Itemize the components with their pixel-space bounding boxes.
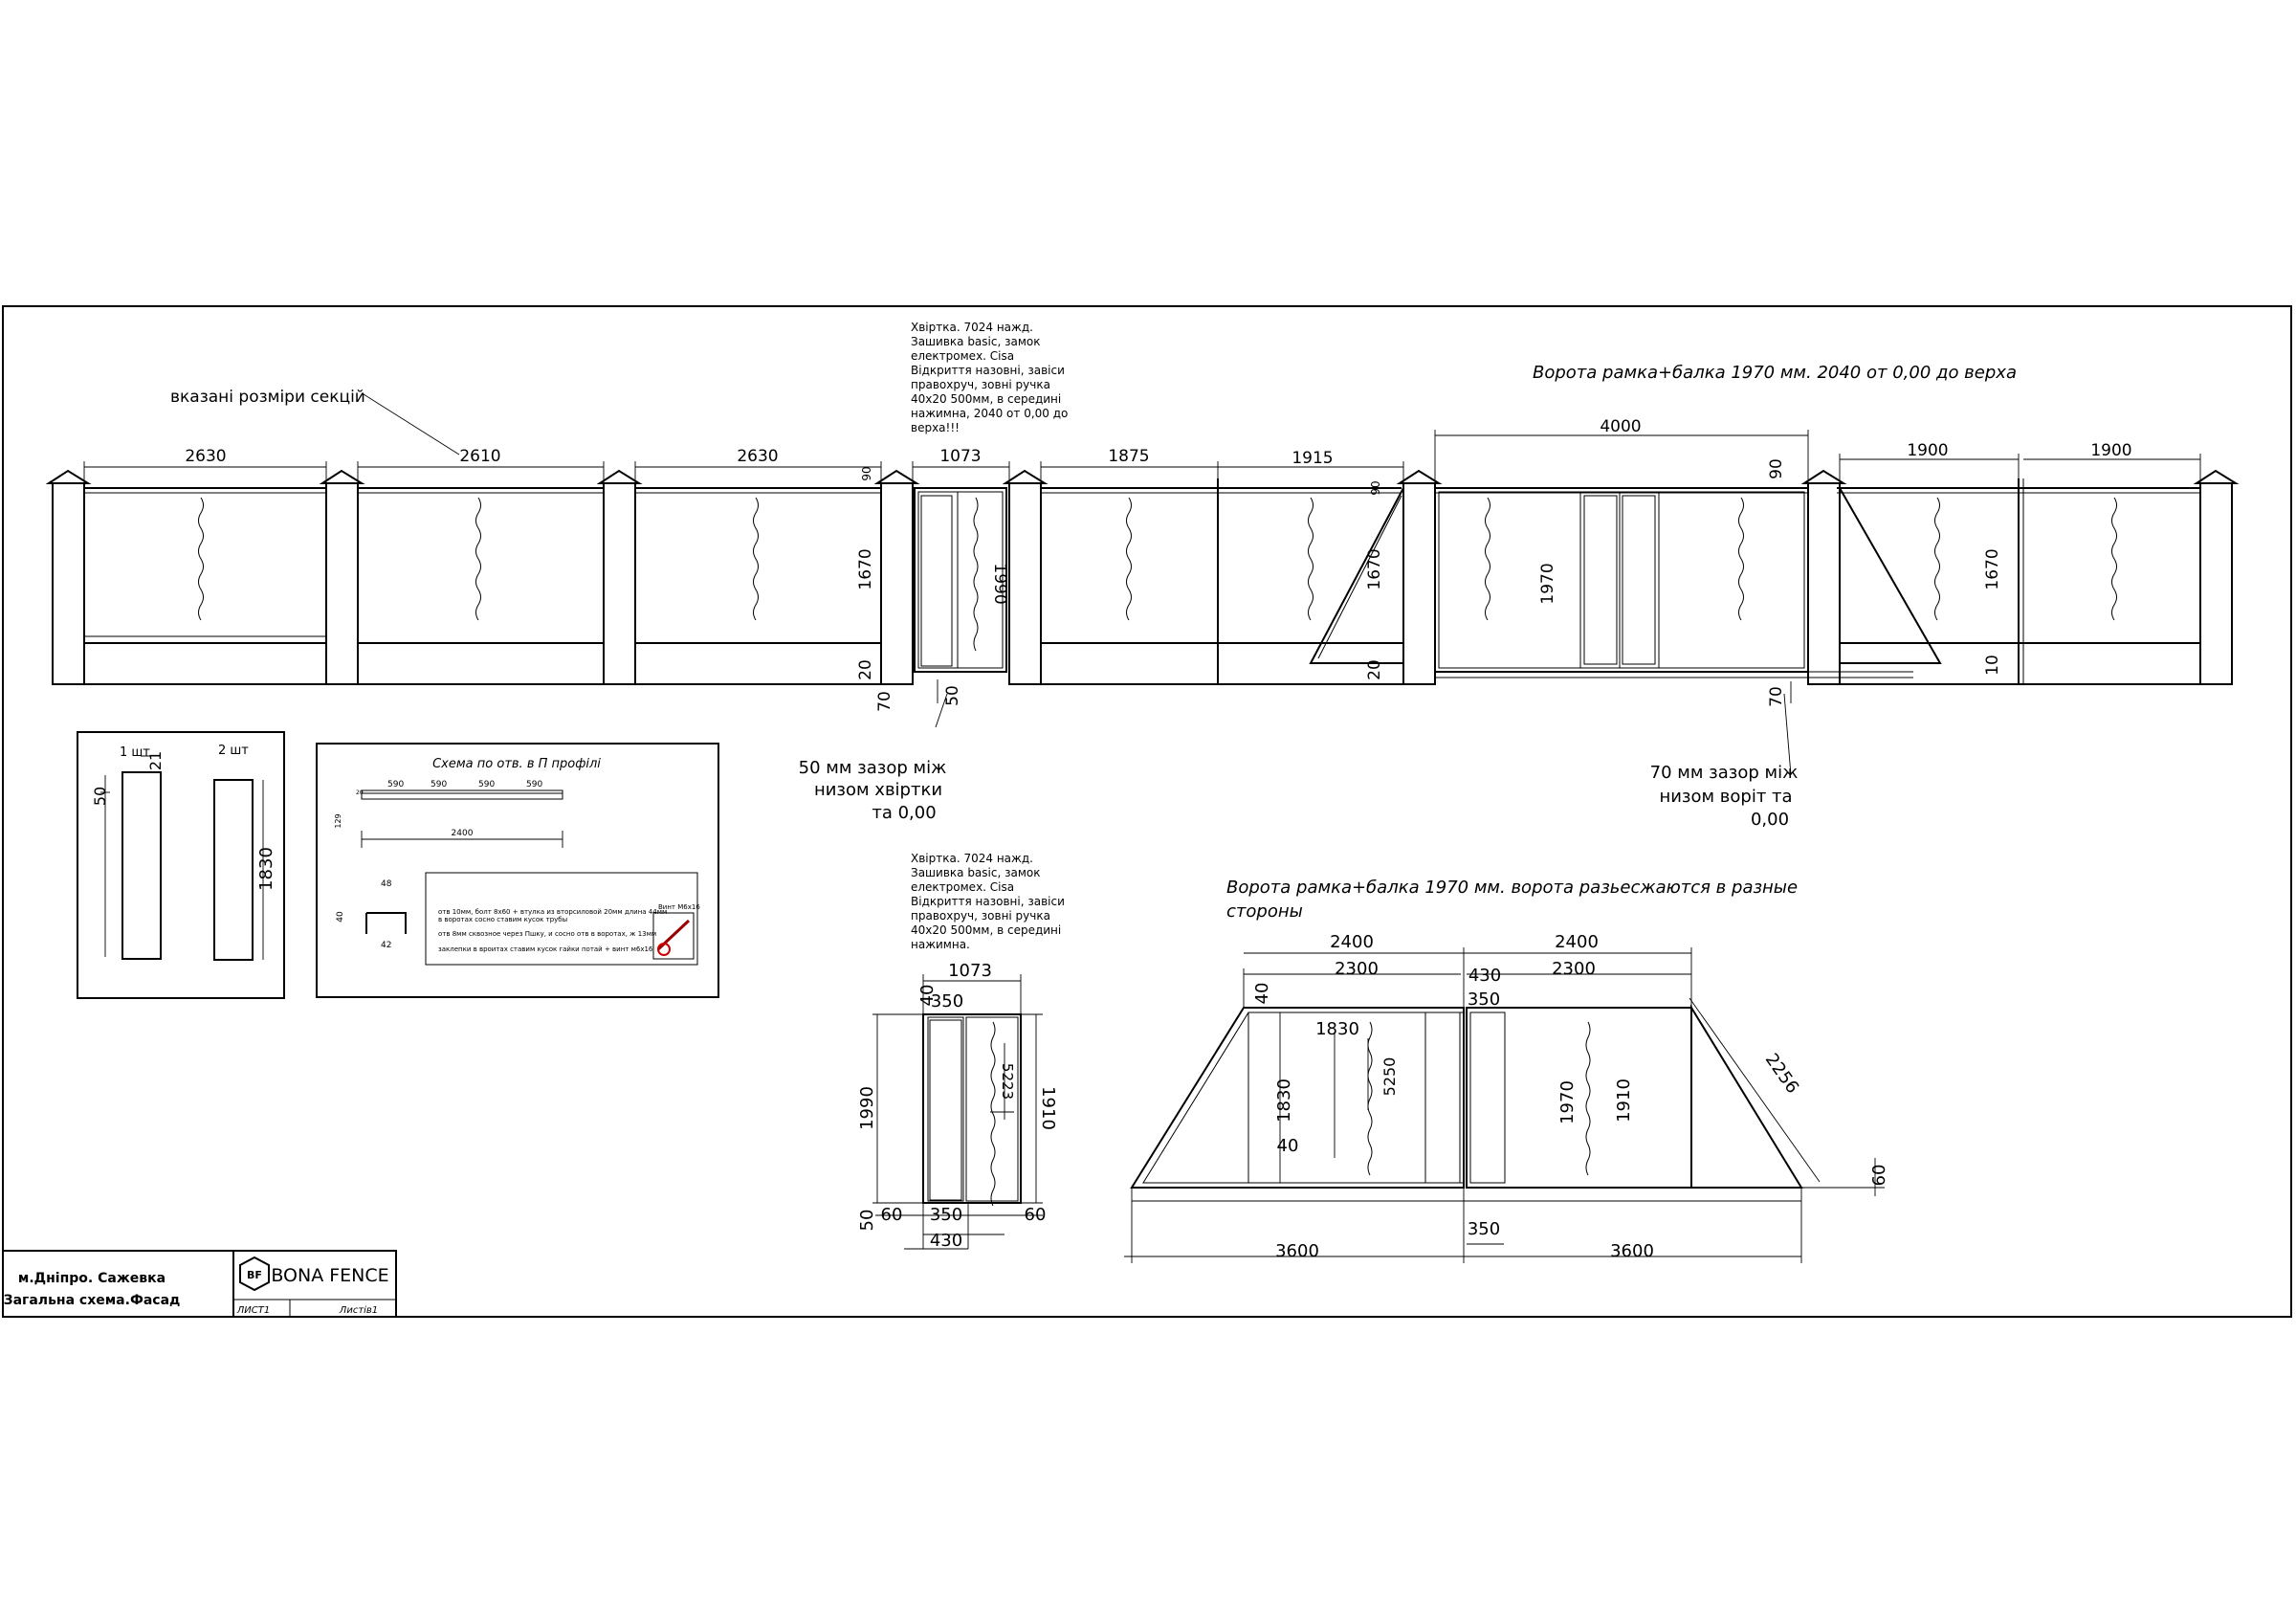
gd-w1830: 1830 — [1315, 1019, 1359, 1039]
dim-gate-width: 4000 — [1600, 417, 1642, 436]
profile-note-4: заклепки в вроитах ставим кусок гайки потай + винт м6х16 — [438, 945, 653, 953]
wd-h1990: 1990 — [857, 1086, 877, 1130]
gd-w3600a: 3600 — [1275, 1241, 1319, 1261]
wd-b50: 50 — [857, 1209, 877, 1232]
gate-title-bottom-line2: стороны — [1226, 901, 1303, 922]
wicket-gap-line2: низом хвіртки — [813, 780, 943, 800]
panel1-title: 1 шт — [120, 745, 150, 760]
wd-b430: 430 — [929, 1231, 963, 1251]
wicket-gap-line1: 50 мм зазор між — [798, 758, 947, 778]
profile-h40: 40 — [336, 911, 345, 923]
wicket-note-top — [911, 321, 1068, 434]
wd-b350: 350 — [929, 1205, 963, 1225]
gd-h60: 60 — [1869, 1164, 1889, 1187]
svg-text:нажимна, 2040 от 0,00 до: нажимна, 2040 от 0,00 до — [911, 407, 1069, 420]
wd-h52: 5223 — [999, 1062, 1016, 1101]
gd-h1910: 1910 — [1614, 1078, 1634, 1123]
sections-note: вказані розміри секцій — [170, 388, 365, 407]
panel-w21: 21 — [146, 750, 165, 771]
dim-h1990: 1990 — [990, 563, 1009, 605]
dim-section-3: 2630 — [737, 447, 779, 466]
profile-title: Схема по отв. в П профілі — [432, 757, 601, 771]
profile-note-2: в воротах сосно ставим кусок трубы — [438, 916, 568, 923]
svg-text:електромех. Cisa: електромех. Cisa — [911, 349, 1015, 363]
dim-h70-b: 70 — [1767, 686, 1786, 707]
profile-spacing-3: 590 — [478, 780, 496, 789]
gd-h1830: 1830 — [1274, 1078, 1294, 1123]
title-line2: Загальна схема.Фасад — [3, 1293, 181, 1308]
title-line1: м.Дніпро. Сажевка — [17, 1271, 166, 1286]
svg-text:40x20 500мм, в середині: 40x20 500мм, в середині — [911, 392, 1062, 406]
svg-text:40x20 500мм, в середині: 40x20 500мм, в середині — [911, 923, 1062, 937]
gd-w2400b: 2400 — [1555, 932, 1599, 952]
dim-section-2: 2610 — [459, 447, 501, 466]
panel-w50: 50 — [91, 786, 109, 807]
sheets-label: Листів1 — [339, 1305, 379, 1316]
dim-h90-c: 90 — [1767, 458, 1786, 479]
gd-h5250: 5250 — [1380, 1056, 1399, 1097]
gd-w2300a: 2300 — [1335, 959, 1379, 979]
svg-text:Відкриття назовні, завіси: Відкриття назовні, завіси — [911, 364, 1065, 377]
dim-h20-b: 20 — [1365, 659, 1384, 680]
dim-h1670-b: 1670 — [1365, 548, 1384, 590]
dim-section-1: 2630 — [185, 447, 227, 466]
gate-gap-line3: 0,00 — [1750, 810, 1790, 830]
dim-h1670-c: 1670 — [1983, 548, 2002, 590]
gd-w3600b: 3600 — [1610, 1241, 1654, 1261]
dim-section-6: 1915 — [1292, 449, 1334, 468]
svg-text:нажимна.: нажимна. — [911, 938, 970, 951]
svg-text:Зашивка basic, замок: Зашивка basic, замок — [911, 335, 1041, 348]
dim-h20-a: 20 — [856, 659, 875, 680]
dim-h50: 50 — [943, 685, 962, 706]
gate-title-bottom-line1: Ворота рамка+балка 1970 мм. ворота разьесжаются в разные — [1226, 878, 1799, 898]
brick-pillars — [49, 471, 2236, 684]
panel-h1830: 1830 — [256, 847, 276, 891]
wd-w350: 350 — [930, 991, 964, 1012]
sliding-gate — [1311, 488, 1940, 678]
dim-h1670-a: 1670 — [856, 548, 875, 590]
profile-w48: 48 — [381, 879, 392, 889]
dim-h90-b: 90 — [1369, 480, 1382, 496]
gd-w430: 430 — [1468, 966, 1502, 986]
gd-b350: 350 — [1467, 1219, 1501, 1239]
gd-h1970: 1970 — [1557, 1080, 1578, 1124]
gate-title-top: Ворота рамка+балка 1970 мм. 2040 от 0,00 до верха — [1533, 363, 2017, 383]
profile-h129: 129 — [334, 813, 342, 829]
gd-h40: 40 — [1276, 1136, 1299, 1156]
gate-detail — [1124, 947, 1885, 1263]
profile-note-3: отв 8мм сквозное через Пшку, и сосно отв в воротах, ж 13мм — [438, 930, 657, 938]
profile-w42: 42 — [381, 941, 392, 950]
gd-w2300b: 2300 — [1552, 959, 1596, 979]
brand-name: BONA FENCE — [271, 1265, 389, 1286]
gate-gap-line2: низом воріт та — [1659, 787, 1793, 807]
dim-section-8: 1900 — [1907, 441, 1949, 460]
profile-note-1: отв 10мм, болт 8x60 + втулка из вторсиловой 20мм длина 44мм — [438, 908, 668, 916]
wd-w1073: 1073 — [948, 961, 992, 981]
dim-h1970: 1970 — [1538, 563, 1557, 605]
dim-h10: 10 — [1983, 655, 2002, 676]
dim-h90-a: 90 — [860, 466, 873, 481]
wicket-note-bottom — [911, 852, 1065, 951]
profile-photo-label: Винт М6х16 — [658, 903, 700, 911]
svg-text:Хвіртка. 7024 нажд.: Хвіртка. 7024 нажд. — [911, 852, 1033, 865]
svg-text:правоxруч, зовні ручка: правоxруч, зовні ручка — [911, 378, 1050, 391]
brand-logo-text: BF — [247, 1269, 262, 1281]
profile-spacing-1: 590 — [387, 780, 405, 789]
twisted-bars — [199, 498, 2117, 620]
gd-d2256: 2256 — [1760, 1050, 1803, 1098]
gd-w40top: 40 — [1252, 982, 1272, 1005]
wd-b60l: 60 — [880, 1205, 903, 1225]
gd-w350top: 350 — [1467, 989, 1501, 1010]
svg-text:Відкриття назовні, завіси: Відкриття назовні, завіси — [911, 895, 1065, 908]
panels-box — [77, 732, 284, 998]
profile-spacing-2: 590 — [430, 780, 448, 789]
profile-spacing-4: 590 — [526, 780, 543, 789]
profile-total: 2400 — [451, 829, 474, 838]
profile-box — [317, 744, 718, 997]
gd-w2400a: 2400 — [1330, 932, 1374, 952]
wd-w40: 40 — [917, 984, 938, 1007]
wd-h1910: 1910 — [1038, 1086, 1058, 1130]
svg-text:Хвіртка. 7024 нажд.: Хвіртка. 7024 нажд. — [911, 321, 1033, 334]
svg-text:Зашивка basic, замок: Зашивка basic, замок — [911, 866, 1041, 879]
fence-top-rails — [84, 488, 2200, 493]
dim-h70-a: 70 — [875, 691, 894, 712]
svg-text:правоxруч, зовні ручка: правоxруч, зовні ручка — [911, 909, 1050, 923]
svg-text:електромех. Cisa: електромех. Cisa — [911, 880, 1015, 894]
wd-b60r: 60 — [1024, 1205, 1047, 1225]
svg-text:верха!!!: верха!!! — [911, 421, 960, 434]
gate-gap-line1: 70 мм зазор між — [1649, 763, 1799, 783]
wicket-gap-line3: та 0,00 — [872, 803, 937, 823]
panel2-title: 2 шт — [218, 744, 249, 758]
dim-wicket-width: 1073 — [939, 447, 982, 466]
profile-h20: 20 — [356, 789, 364, 796]
dim-section-9: 1900 — [2090, 441, 2132, 460]
sheet-label: ЛИСТ1 — [236, 1305, 271, 1316]
dim-section-5: 1875 — [1108, 447, 1150, 466]
